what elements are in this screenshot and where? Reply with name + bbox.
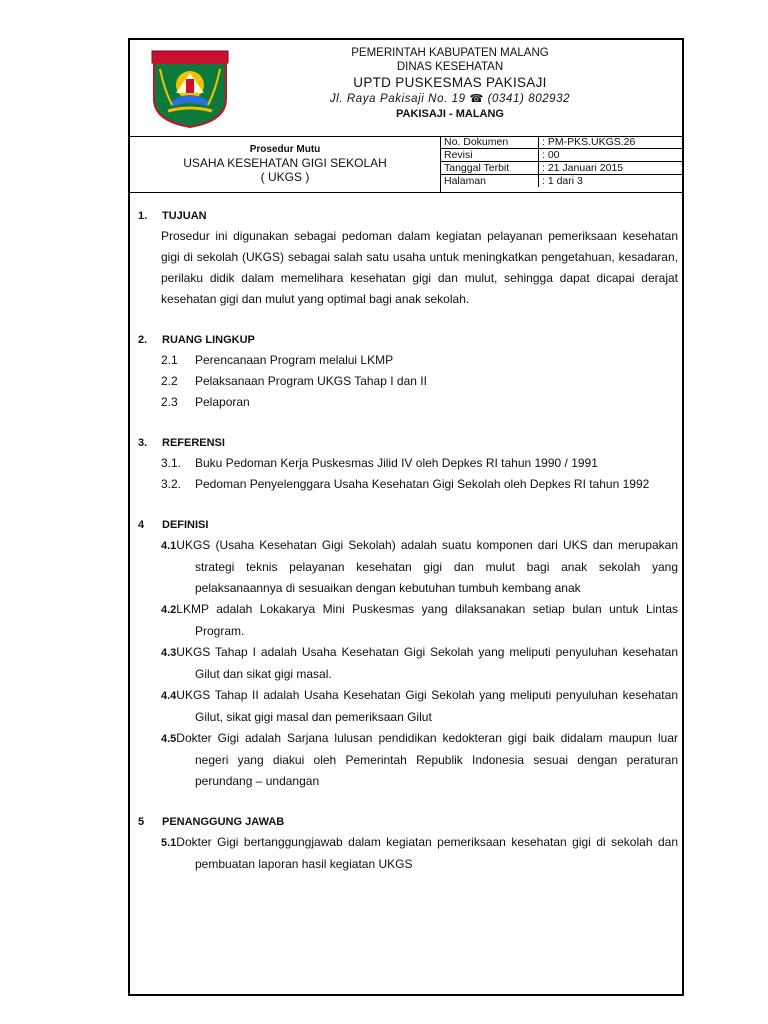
phone-number: (0341) 802932 <box>487 93 571 105</box>
item-number: 2.2 <box>161 374 178 388</box>
letterhead <box>130 40 682 137</box>
definition-item <box>161 832 678 875</box>
definition-item <box>161 642 678 685</box>
section-paragraph: Prosedur ini digunakan sebagai pedoman dalam kegiatan pelayanan pemeriksaan kesehatan gigi di sekolah (UKGS) sebagai salah satu usaha untuk meningkatkan pengetahuan, kesadaran, perilaku didik dalam memelihara kesehatan gigi dan mulut, sehingga dapat dicapai derajat kesehatan gigi dan mulut yang optimal bagi anak sekolah. <box>161 229 678 306</box>
section-number: 5 <box>138 816 145 828</box>
definition-item <box>161 728 678 792</box>
kabupaten-malang-logo <box>150 49 230 129</box>
meta-key: Halaman <box>441 175 539 188</box>
meta-value: : 00 <box>539 149 683 162</box>
section-tujuan <box>138 206 678 310</box>
section-definisi <box>138 515 678 792</box>
item-text: Buku Pedoman Kerja Puskesmas Jilid IV oleh Depkes RI tahun 1990 / 1991 <box>195 456 598 470</box>
item-number: 4.4 <box>161 690 177 702</box>
location-line: PAKISAJI - MALANG <box>396 108 504 120</box>
item-number: 4.1 <box>161 540 177 552</box>
section-number: 1. <box>138 210 148 222</box>
section-number: 2. <box>138 334 148 346</box>
item-number: 4.3 <box>161 647 177 659</box>
section-number: 3. <box>138 437 148 449</box>
section-title: REFERENSI <box>162 437 225 449</box>
item-number: 5.1 <box>161 837 177 849</box>
list-item <box>161 350 678 371</box>
item-text: UKGS (Usaha Kesehatan Gigi Sekolah) adalah suatu komponen dari UKS dan merupakan strategi teknis pelayanan kesehatan gigi dan mulut bagi anak sekolah yang pelaksanaannya di sesuaikan dengan kebutuhan tumbuh kembang anak <box>176 538 678 595</box>
item-number: 3.2. <box>161 477 182 491</box>
section-heading <box>138 206 678 226</box>
meta-key: Revisi <box>441 149 539 162</box>
meta-value: : 21 Januari 2015 <box>539 162 683 175</box>
section-heading <box>138 812 678 832</box>
item-text: Dokter Gigi adalah Sarjana lulusan pendidikan kedokteran gigi baik didalam maupun luar negeri yang diakui oleh Pemerintah Republik Indonesia sesuai dengan peraturan perundang – undangan <box>176 731 678 788</box>
item-text: UKGS Tahap I adalah Usaha Kesehatan Gigi Sekolah yang meliputi penyuluhan kesehatan Gilut dan sikat gigi masal. <box>176 645 678 681</box>
procedure-subtitle: ( UKGS ) <box>260 170 310 184</box>
section-title: DEFINISI <box>162 519 209 531</box>
document-frame <box>128 38 684 996</box>
item-text: UKGS Tahap II adalah Usaha Kesehatan Gigi Sekolah yang meliputi penyuluhan kesehatan Gilut, sikat gigi masal dan pemeriksaan Gilut <box>176 688 678 724</box>
list-item <box>161 392 678 413</box>
document-body <box>138 206 678 875</box>
meta-value: : 1 dari 3 <box>542 175 583 187</box>
list-item <box>161 453 678 474</box>
item-text: Pelaporan <box>195 395 250 409</box>
item-number: 2.1 <box>161 353 178 367</box>
procedure-label: Prosedur Mutu <box>249 144 321 155</box>
item-number: 4.2 <box>161 604 177 616</box>
document-control-block <box>130 136 682 193</box>
meta-value: : PM-PKS.UKGS.26 <box>539 136 683 149</box>
procedure-title-cell <box>130 136 441 192</box>
item-number: 3.1. <box>161 456 182 470</box>
section-title: RUANG LINGKUP <box>162 334 255 346</box>
item-text: Dokter Gigi bertanggungjawab dalam kegiatan pemeriksaan kesehatan gigi di sekolah dan pembuatan laporan hasil kegiatan UKGS <box>176 835 678 871</box>
section-title: TUJUAN <box>162 210 207 222</box>
phone-icon: ☎ <box>469 93 484 105</box>
document-meta-table <box>441 136 682 187</box>
list-item <box>161 371 678 392</box>
section-referensi <box>138 433 678 495</box>
puskesmas-name: UPTD PUSKESMAS PAKISAJI <box>353 75 547 90</box>
section-title: PENANGGUNG JAWAB <box>162 816 285 828</box>
meta-row <box>441 136 682 149</box>
address-line <box>300 92 600 107</box>
list-item <box>161 474 678 495</box>
section-heading <box>138 330 678 350</box>
section-heading <box>138 515 678 535</box>
item-number: 4.5 <box>161 733 177 745</box>
meta-row <box>441 149 682 162</box>
item-text: Perencanaan Program melalui LKMP <box>195 353 394 367</box>
definition-item <box>161 535 678 599</box>
organization-block <box>300 46 600 122</box>
agency-name: DINAS KESEHATAN <box>396 61 504 73</box>
section-ruang-lingkup <box>138 330 678 413</box>
section-penanggung-jawab <box>138 812 678 875</box>
item-text: Pedoman Penyelenggara Usaha Kesehatan Gigi Sekolah oleh Depkes RI tahun 1992 <box>195 477 650 491</box>
item-text: Pelaksanaan Program UKGS Tahap I dan II <box>195 374 427 388</box>
section-heading <box>138 433 678 453</box>
item-text: LKMP adalah Lokakarya Mini Puskesmas yang dilaksanakan setiap bulan untuk Lintas Program. <box>176 602 678 638</box>
address: Jl. Raya Pakisaji No. 19 <box>329 93 466 105</box>
government-name: PEMERINTAH KABUPATEN MALANG <box>351 47 549 59</box>
meta-row <box>441 162 682 175</box>
procedure-title: USAHA KESEHATAN GIGI SEKOLAH <box>183 156 387 170</box>
definition-item <box>161 685 678 728</box>
meta-key: No. Dokumen <box>441 136 539 149</box>
item-number: 2.3 <box>161 395 178 409</box>
section-number: 4 <box>138 519 145 531</box>
definition-item <box>161 599 678 642</box>
meta-row <box>441 175 682 188</box>
meta-key: Tanggal Terbit <box>441 162 539 175</box>
